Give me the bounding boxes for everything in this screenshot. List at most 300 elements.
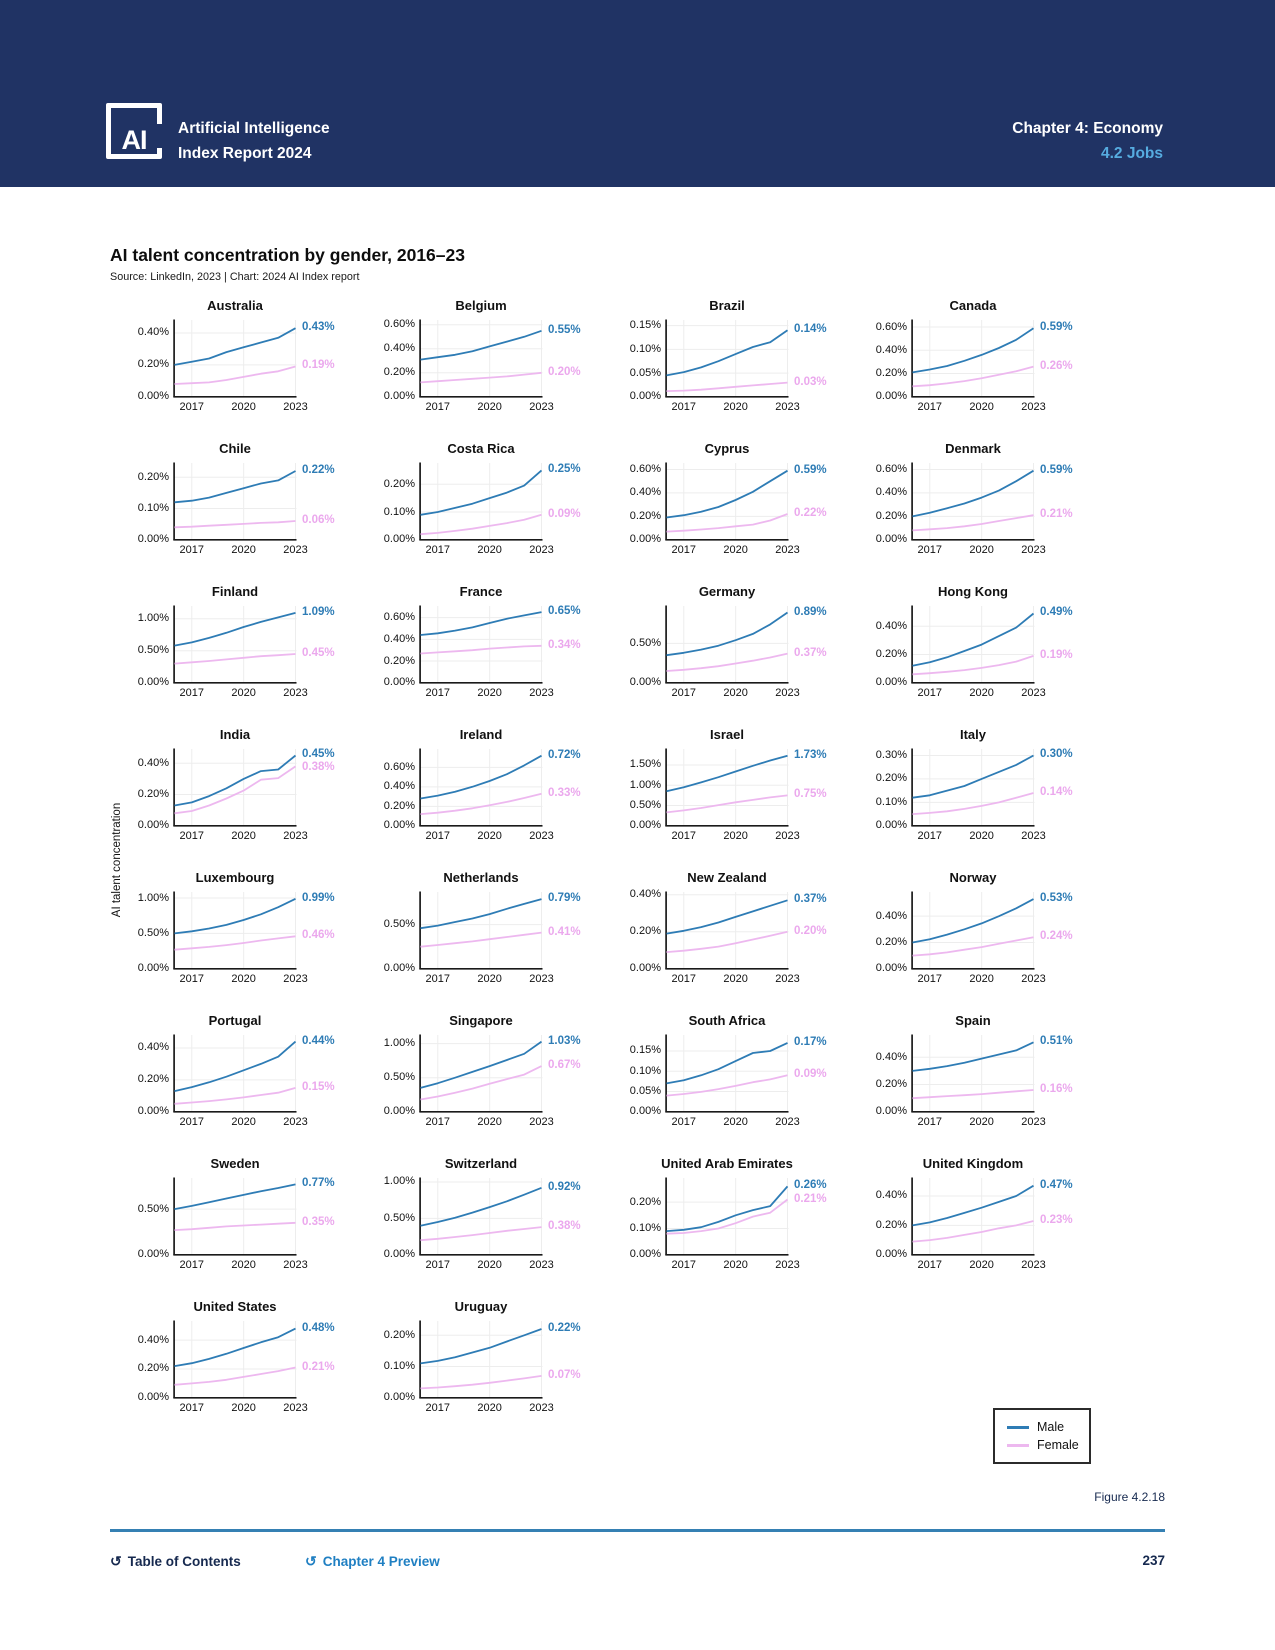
y-tick-label: 0.20% (383, 799, 415, 812)
x-tick-label: 2017 (425, 544, 451, 556)
male-series-line (175, 1184, 296, 1209)
y-tick-label: 0.40% (383, 780, 415, 793)
chart-title: Norway (949, 870, 997, 885)
y-tick-label: 1.00% (137, 891, 169, 904)
female-end-value-label: 0.19% (1040, 648, 1073, 661)
male-series-line (175, 1329, 296, 1367)
male-series-line (421, 1188, 542, 1226)
x-tick-label: 2023 (529, 830, 554, 842)
female-series-line (421, 373, 542, 383)
female-end-value-label: 0.22% (794, 507, 827, 520)
female-series-line (175, 521, 296, 527)
male-end-value-label: 0.59% (1040, 321, 1073, 334)
x-tick-label: 2023 (283, 1259, 308, 1271)
chart-title: Spain (955, 1013, 991, 1028)
male-series-line (913, 614, 1034, 666)
y-tick-label: 0.10% (629, 1064, 661, 1077)
chart-india (125, 725, 371, 868)
x-tick-label: 2020 (231, 830, 256, 842)
x-tick-label: 2023 (1021, 830, 1046, 842)
y-tick-label: 1.00% (383, 1175, 415, 1188)
y-tick-label: 0.20% (137, 358, 169, 371)
y-tick-label: 0.40% (137, 756, 169, 769)
male-end-value-label: 1.09% (302, 605, 335, 618)
chart-title: Cyprus (704, 441, 750, 456)
x-tick-label: 2023 (283, 830, 308, 842)
chart-israel (617, 725, 863, 868)
y-tick-label: 0.50% (137, 644, 169, 657)
x-tick-label: 2017 (425, 1402, 451, 1414)
male-end-value-label: 0.72% (548, 748, 581, 761)
y-tick-label: 0.20% (875, 647, 907, 660)
x-tick-label: 2017 (425, 830, 451, 842)
figure-number: Figure 4.2.18 (1094, 1490, 1165, 1504)
y-tick-label: 0.00% (875, 1248, 907, 1261)
y-tick-label: 0.60% (383, 760, 415, 773)
y-tick-label: 0.40% (629, 888, 661, 901)
y-tick-label: 0.00% (137, 676, 169, 689)
x-tick-label: 2020 (477, 401, 502, 413)
male-end-value-label: 0.45% (302, 748, 335, 761)
y-tick-label: 0.15% (629, 319, 661, 332)
y-tick-label: 0.00% (629, 1248, 661, 1261)
y-tick-label: 0.50% (629, 799, 661, 812)
male-series-line (175, 328, 296, 365)
x-tick-label: 2023 (775, 1116, 800, 1128)
female-series-line (175, 654, 296, 664)
chart-title: Costa Rica (447, 441, 515, 456)
x-tick-label: 2017 (179, 401, 205, 413)
x-tick-label: 2017 (179, 1259, 205, 1271)
male-series-line (667, 613, 788, 656)
y-tick-label: 0.20% (875, 1078, 907, 1091)
x-tick-label: 2023 (529, 1402, 554, 1414)
legend-female-label: Female (1037, 1438, 1079, 1452)
figure-title: AI talent concentration by gender, 2016–23 (110, 245, 465, 265)
line-chart-plot (665, 604, 789, 684)
female-end-value-label: 0.33% (548, 786, 581, 799)
male-end-value-label: 0.30% (1040, 748, 1073, 761)
x-tick-label: 2017 (917, 544, 943, 556)
y-tick-label: 0.40% (875, 1050, 907, 1063)
line-chart-plot (419, 461, 543, 541)
line-chart-plot (419, 604, 543, 684)
y-tick-label: 0.00% (137, 962, 169, 975)
y-tick-label: 0.10% (383, 1360, 415, 1373)
female-end-value-label: 0.21% (794, 1192, 827, 1205)
y-tick-label: 1.50% (629, 758, 661, 771)
line-chart-plot (419, 890, 543, 970)
line-chart-plot (173, 1319, 297, 1399)
x-tick-label: 2020 (969, 544, 994, 556)
male-series-line (667, 330, 788, 375)
y-tick-label: 0.60% (629, 462, 661, 475)
x-tick-label: 2017 (425, 687, 451, 699)
female-series-line (913, 515, 1034, 530)
x-tick-label: 2020 (969, 1259, 994, 1271)
line-chart-plot (911, 318, 1035, 398)
x-tick-label: 2017 (671, 687, 697, 699)
table-of-contents-link[interactable] (110, 1553, 241, 1570)
brand-line1: Artificial Intelligence (178, 120, 330, 137)
x-tick-label: 2023 (529, 1116, 554, 1128)
chart-legend (993, 1408, 1091, 1464)
male-end-value-label: 0.53% (1040, 892, 1073, 905)
chart-title: Finland (211, 584, 259, 599)
y-tick-label: 0.40% (629, 486, 661, 499)
line-chart-plot (419, 1033, 543, 1113)
male-series-line (667, 900, 788, 933)
x-tick-label: 2017 (917, 687, 943, 699)
male-end-value-label: 0.43% (302, 321, 335, 334)
y-tick-label: 0.00% (383, 1105, 415, 1118)
male-end-value-label: 0.65% (548, 605, 581, 618)
x-tick-label: 2020 (231, 1259, 256, 1271)
male-series-line (175, 471, 296, 502)
chart-title: Singapore (449, 1013, 513, 1028)
male-end-value-label: 1.73% (794, 748, 827, 761)
y-tick-label: 0.60% (383, 318, 415, 331)
line-chart-plot (911, 461, 1035, 541)
line-chart-plot (173, 461, 297, 541)
chart-title: Netherlands (443, 870, 519, 885)
female-end-value-label: 0.37% (794, 646, 827, 659)
x-tick-label: 2023 (1021, 1259, 1046, 1271)
female-end-value-label: 0.26% (1040, 359, 1073, 372)
line-chart-plot (665, 318, 789, 398)
chart-italy (863, 725, 1109, 868)
y-tick-label: 0.20% (137, 1073, 169, 1086)
x-tick-label: 2017 (179, 973, 205, 985)
y-tick-label: 0.20% (875, 509, 907, 522)
x-tick-label: 2017 (671, 1259, 697, 1271)
female-end-value-label: 0.06% (302, 514, 335, 527)
figure-source: Source: LinkedIn, 2023 | Chart: 2024 AI Index report (110, 271, 360, 283)
x-tick-label: 2020 (477, 544, 502, 556)
legend-male-line-icon (1007, 1426, 1029, 1429)
chart-title: United States (193, 1299, 277, 1314)
male-series-line (421, 470, 542, 514)
male-series-line (667, 756, 788, 792)
x-tick-label: 2020 (969, 830, 994, 842)
female-end-value-label: 0.41% (548, 925, 581, 938)
chart-sweden (125, 1154, 371, 1297)
x-tick-label: 2020 (723, 1259, 748, 1271)
x-tick-label: 2020 (723, 401, 748, 413)
line-chart-plot (665, 747, 789, 827)
male-end-value-label: 0.48% (302, 1321, 335, 1334)
y-tick-label: 0.20% (137, 788, 169, 801)
y-tick-label: 1.00% (629, 778, 661, 791)
y-tick-label: 0.00% (629, 1105, 661, 1118)
y-tick-label: 0.40% (875, 909, 907, 922)
female-end-value-label: 0.67% (548, 1059, 581, 1072)
line-chart-plot (419, 1319, 543, 1399)
y-tick-label: 0.00% (629, 819, 661, 832)
chart-norway (863, 868, 1109, 1011)
x-tick-label: 2017 (425, 1259, 451, 1271)
line-chart-plot (419, 1176, 543, 1256)
x-tick-label: 2020 (231, 401, 256, 413)
chart-title: India (219, 727, 251, 742)
chart-costa-rica (371, 439, 617, 582)
female-end-value-label: 0.14% (1040, 785, 1073, 798)
female-series-line (175, 766, 296, 813)
female-series-line (667, 383, 788, 392)
female-series-line (667, 795, 788, 812)
chart-title: Switzerland (444, 1156, 518, 1171)
x-tick-label: 2017 (671, 830, 697, 842)
female-series-line (913, 1090, 1034, 1098)
x-tick-label: 2020 (231, 1116, 256, 1128)
chart-title: South Africa (688, 1013, 766, 1028)
chart-germany (617, 582, 863, 725)
x-tick-label: 2023 (283, 973, 308, 985)
male-series-line (913, 1042, 1034, 1071)
male-end-value-label: 0.26% (794, 1179, 827, 1192)
y-tick-label: 0.50% (137, 926, 169, 939)
male-end-value-label: 0.17% (794, 1035, 827, 1048)
female-series-line (913, 1221, 1034, 1242)
male-end-value-label: 0.22% (302, 464, 335, 477)
line-chart-plot (665, 461, 789, 541)
x-tick-label: 2023 (283, 687, 308, 699)
line-chart-plot (911, 604, 1035, 684)
y-tick-label: 0.40% (137, 1041, 169, 1054)
male-series-line (913, 471, 1034, 517)
x-tick-label: 2023 (775, 830, 800, 842)
chart-denmark (863, 439, 1109, 582)
line-chart-plot (665, 1176, 789, 1256)
chart-united-arab-emirates (617, 1154, 863, 1297)
x-tick-label: 2017 (671, 1116, 697, 1128)
line-chart-plot (173, 1176, 297, 1256)
section-title: 4.2 Jobs (1100, 144, 1163, 162)
y-tick-label: 0.40% (875, 343, 907, 356)
female-end-value-label: 0.03% (794, 375, 827, 388)
female-end-value-label: 0.20% (794, 924, 827, 937)
x-tick-label: 2020 (477, 1116, 502, 1128)
y-tick-label: 1.00% (137, 612, 169, 625)
x-tick-label: 2020 (231, 973, 256, 985)
x-tick-label: 2017 (917, 401, 943, 413)
male-series-line (421, 1329, 542, 1363)
chart-title: Hong Kong (937, 584, 1009, 599)
preview-label: Chapter 4 Preview (322, 1554, 440, 1569)
chart-title: Israel (710, 727, 744, 742)
y-tick-label: 0.60% (875, 320, 907, 333)
female-end-value-label: 0.38% (548, 1220, 581, 1233)
female-end-value-label: 0.38% (302, 760, 335, 773)
male-end-value-label: 0.37% (794, 893, 827, 906)
back-arrow-icon: ↺ (305, 1553, 317, 1569)
female-series-line (913, 793, 1034, 814)
male-series-line (667, 471, 788, 518)
male-end-value-label: 0.25% (548, 463, 581, 476)
x-tick-label: 2023 (775, 544, 800, 556)
female-end-value-label: 0.46% (302, 929, 335, 942)
x-tick-label: 2020 (477, 1259, 502, 1271)
y-tick-label: 0.00% (875, 676, 907, 689)
male-end-value-label: 0.92% (548, 1180, 581, 1193)
female-end-value-label: 0.35% (302, 1215, 335, 1228)
chart-canada (863, 296, 1109, 439)
chart-chile (125, 439, 371, 582)
line-chart-plot (911, 890, 1035, 970)
chart-hong-kong (863, 582, 1109, 725)
y-tick-label: 0.00% (383, 390, 415, 403)
y-tick-label: 0.00% (629, 962, 661, 975)
x-tick-label: 2017 (671, 401, 697, 413)
x-tick-label: 2017 (671, 544, 697, 556)
y-tick-label: 0.50% (383, 1071, 415, 1084)
female-series-line (175, 936, 296, 949)
chart-new-zealand (617, 868, 863, 1011)
line-chart-plot (173, 890, 297, 970)
female-end-value-label: 0.21% (1040, 508, 1073, 521)
legend-male-label: Male (1037, 1420, 1065, 1434)
x-tick-label: 2020 (477, 830, 502, 842)
y-tick-label: 0.00% (137, 1391, 169, 1404)
y-tick-label: 0.50% (137, 1202, 169, 1215)
page-header (0, 0, 1275, 187)
female-series-line (421, 646, 542, 654)
male-series-line (175, 613, 296, 646)
x-tick-label: 2023 (283, 1116, 308, 1128)
male-series-line (421, 331, 542, 360)
chart-south-africa (617, 1011, 863, 1154)
y-tick-label: 0.10% (383, 505, 415, 518)
y-tick-label: 0.60% (875, 462, 907, 475)
x-tick-label: 2017 (179, 1402, 205, 1414)
line-chart-plot (419, 747, 543, 827)
chart-title: New Zealand (687, 870, 767, 885)
y-tick-label: 0.00% (137, 1248, 169, 1261)
female-series-line (175, 367, 296, 385)
x-tick-label: 2020 (969, 1116, 994, 1128)
y-tick-label: 0.00% (629, 390, 661, 403)
y-tick-label: 0.50% (629, 636, 661, 649)
chart-title: Denmark (945, 441, 1001, 456)
chart-portugal (125, 1011, 371, 1154)
y-tick-label: 0.40% (875, 486, 907, 499)
male-end-value-label: 0.89% (794, 605, 827, 618)
y-tick-label: 0.10% (629, 342, 661, 355)
male-end-value-label: 0.99% (302, 891, 335, 904)
x-tick-label: 2017 (917, 973, 943, 985)
female-end-value-label: 0.20% (548, 365, 581, 378)
line-chart-plot (911, 1033, 1035, 1113)
x-tick-label: 2020 (723, 544, 748, 556)
x-tick-label: 2023 (529, 1259, 554, 1271)
chart-title: France (459, 584, 503, 599)
female-series-line (913, 937, 1034, 955)
report-brand (178, 117, 330, 167)
male-end-value-label: 0.22% (548, 1322, 581, 1335)
female-series-line (421, 515, 542, 534)
chart-cyprus (617, 439, 863, 582)
x-tick-label: 2017 (917, 1116, 943, 1128)
legend-female-row (1007, 1436, 1089, 1454)
male-end-value-label: 1.03% (548, 1034, 581, 1047)
line-chart-plot (173, 747, 297, 827)
line-chart-plot (173, 1033, 297, 1113)
female-end-value-label: 0.23% (1040, 1213, 1073, 1226)
x-tick-label: 2020 (969, 687, 994, 699)
male-end-value-label: 0.44% (302, 1034, 335, 1047)
male-end-value-label: 0.77% (302, 1177, 335, 1190)
male-end-value-label: 0.14% (794, 323, 827, 336)
x-tick-label: 2017 (671, 973, 697, 985)
x-tick-label: 2023 (775, 401, 800, 413)
x-tick-label: 2023 (1021, 401, 1046, 413)
x-tick-label: 2017 (179, 1116, 205, 1128)
x-tick-label: 2023 (775, 973, 800, 985)
x-tick-label: 2020 (723, 830, 748, 842)
chapter-preview-link[interactable] (305, 1553, 440, 1570)
y-tick-label: 0.00% (383, 1391, 415, 1404)
chart-luxembourg (125, 868, 371, 1011)
x-tick-label: 2023 (775, 1259, 800, 1271)
y-tick-label: 0.10% (137, 502, 169, 515)
x-tick-label: 2017 (425, 1116, 451, 1128)
female-series-line (913, 656, 1034, 674)
x-tick-label: 2023 (529, 544, 554, 556)
y-tick-label: 0.40% (383, 632, 415, 645)
chart-title: Uruguay (454, 1299, 508, 1314)
chart-france (371, 582, 617, 725)
male-series-line (421, 756, 542, 799)
x-tick-label: 2017 (425, 973, 451, 985)
chart-ireland (371, 725, 617, 868)
female-series-line (421, 794, 542, 814)
chart-title: Ireland (459, 727, 503, 742)
chart-title: Belgium (455, 298, 507, 313)
x-tick-label: 2017 (917, 1259, 943, 1271)
female-series-line (421, 1227, 542, 1240)
chart-spain (863, 1011, 1109, 1154)
line-chart-plot (173, 604, 297, 684)
female-end-value-label: 0.09% (548, 507, 581, 520)
male-end-value-label: 0.49% (1040, 606, 1073, 619)
x-tick-label: 2017 (179, 830, 205, 842)
page-number: 237 (1142, 1553, 1165, 1568)
male-series-line (421, 1042, 542, 1088)
female-series-line (667, 1075, 788, 1095)
female-series-line (175, 1368, 296, 1385)
chapter-info (1012, 117, 1163, 167)
male-series-line (421, 899, 542, 928)
female-series-line (421, 1376, 542, 1389)
chart-title: Brazil (709, 298, 745, 313)
x-tick-label: 2023 (529, 973, 554, 985)
female-end-value-label: 0.75% (794, 788, 827, 801)
male-end-value-label: 0.55% (548, 323, 581, 336)
chart-title: Italy (959, 727, 986, 742)
legend-female-line-icon (1007, 1444, 1029, 1447)
y-tick-label: 0.20% (629, 1195, 661, 1208)
x-tick-label: 2020 (723, 687, 748, 699)
y-tick-label: 0.20% (875, 367, 907, 380)
line-chart-plot (665, 1033, 789, 1113)
female-series-line (421, 933, 542, 947)
female-end-value-label: 0.19% (302, 359, 335, 372)
y-tick-label: 0.00% (875, 1105, 907, 1118)
x-tick-label: 2017 (179, 687, 205, 699)
chart-united-states (125, 1297, 371, 1440)
y-tick-label: 0.10% (875, 795, 907, 808)
male-series-line (913, 899, 1034, 942)
